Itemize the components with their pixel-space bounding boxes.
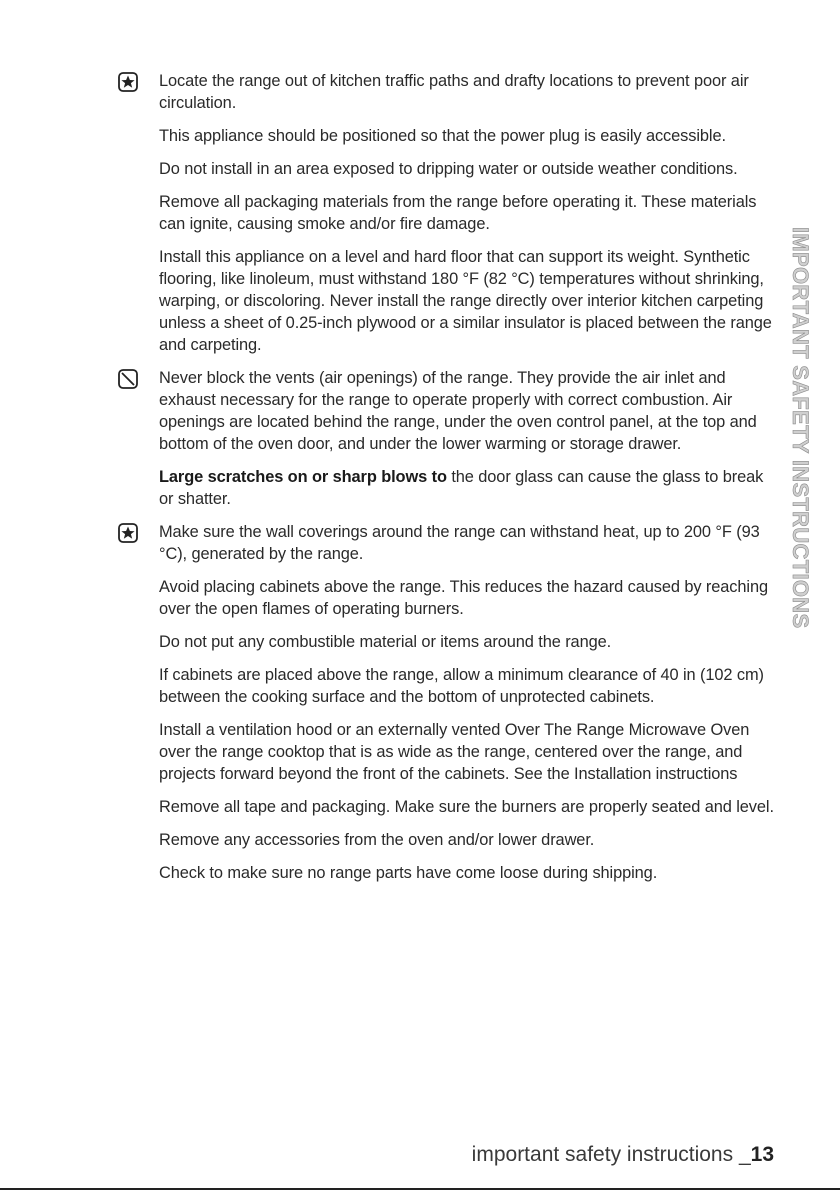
paragraph-text: If cabinets are placed above the range, allow a minimum clearance of 40 in (102 cm) between the cooking surface and the bottom of unprotected cabinets. bbox=[159, 666, 764, 706]
page-footer bbox=[472, 1143, 774, 1167]
instruction-paragraph bbox=[159, 158, 779, 180]
instruction-paragraph bbox=[159, 466, 779, 510]
paragraph-text: Do not install in an area exposed to dripping water or outside weather conditions. bbox=[159, 160, 738, 178]
instruction-paragraph bbox=[159, 796, 779, 818]
instruction-paragraph bbox=[159, 367, 779, 455]
paragraph-text: Install a ventilation hood or an externally vented Over The Range Microwave Oven over the range cooktop that is as wide as the range, centered over the range, and projects forward beyond the front of the cabinets. See the Installation instructions bbox=[159, 721, 750, 783]
instruction-paragraph bbox=[159, 125, 779, 147]
bottom-rule bbox=[0, 1188, 840, 1190]
instruction-paragraph bbox=[159, 191, 779, 235]
instruction-paragraph bbox=[159, 829, 779, 851]
instruction-paragraph bbox=[159, 719, 779, 785]
instruction-paragraph bbox=[159, 631, 779, 653]
star-warning-icon bbox=[118, 72, 138, 92]
paragraph-text: Remove any accessories from the oven and/or lower drawer. bbox=[159, 831, 595, 849]
side-tab-label: IMPORTANT SAFETY INSTRUCTIONS bbox=[788, 227, 813, 629]
bold-phrase: Large scratches on or sharp blows to bbox=[159, 468, 447, 486]
paragraph-text: Install this appliance on a level and hard floor that can support its weight. Synthetic flooring, like linoleum, must withstand 180 °F (82 °C) temperatures without shrinking, warping, or discoloring. Never install the range directly over interior kitchen carpeting unless a sheet of 0.25-inch plywood or a similar insulator is placed between the range and carpeting. bbox=[159, 248, 772, 354]
star-warning-icon bbox=[118, 523, 138, 543]
side-tab bbox=[780, 227, 840, 629]
paragraph-text: Make sure the wall coverings around the range can withstand heat, up to 200 °F (93 °C), generated by the range. bbox=[159, 523, 760, 563]
prohibition-icon bbox=[118, 369, 138, 389]
paragraph-text: Never block the vents (air openings) of the range. They provide the air inlet and exhaust necessary for the range to operate properly with correct combustion. Air openings are located behind the range, under the oven control panel, at the top and bottom of the oven door, and under the lower warming or storage drawer. bbox=[159, 369, 757, 453]
page-number: 13 bbox=[750, 1143, 774, 1166]
instructions-list bbox=[159, 70, 779, 895]
paragraph-text: Remove all packaging materials from the range before operating it. These materials can ignite, causing smoke and/or fire damage. bbox=[159, 193, 757, 233]
paragraph-text: Do not put any combustible material or items around the range. bbox=[159, 633, 612, 651]
instruction-paragraph bbox=[159, 70, 779, 114]
footer-text: important safety instructions _ bbox=[471, 1143, 751, 1166]
instruction-paragraph bbox=[159, 664, 779, 708]
paragraph-text: Remove all tape and packaging. Make sure the burners are properly seated and level. bbox=[159, 798, 774, 816]
instruction-paragraph bbox=[159, 862, 779, 884]
paragraph-text: Locate the range out of kitchen traffic paths and drafty locations to prevent poor air circulation. bbox=[159, 72, 749, 112]
instruction-paragraph bbox=[159, 576, 779, 620]
paragraph-text: This appliance should be positioned so that the power plug is easily accessible. bbox=[159, 127, 726, 145]
instruction-paragraph bbox=[159, 246, 779, 356]
instruction-paragraph bbox=[159, 521, 779, 565]
paragraph-text: the door glass can cause the glass to break or shatter. bbox=[159, 468, 764, 508]
paragraph-text: Avoid placing cabinets above the range. This reduces the hazard caused by reaching over the open flames of operating burners. bbox=[159, 578, 768, 618]
paragraph-text: Check to make sure no range parts have come loose during shipping. bbox=[159, 864, 658, 882]
